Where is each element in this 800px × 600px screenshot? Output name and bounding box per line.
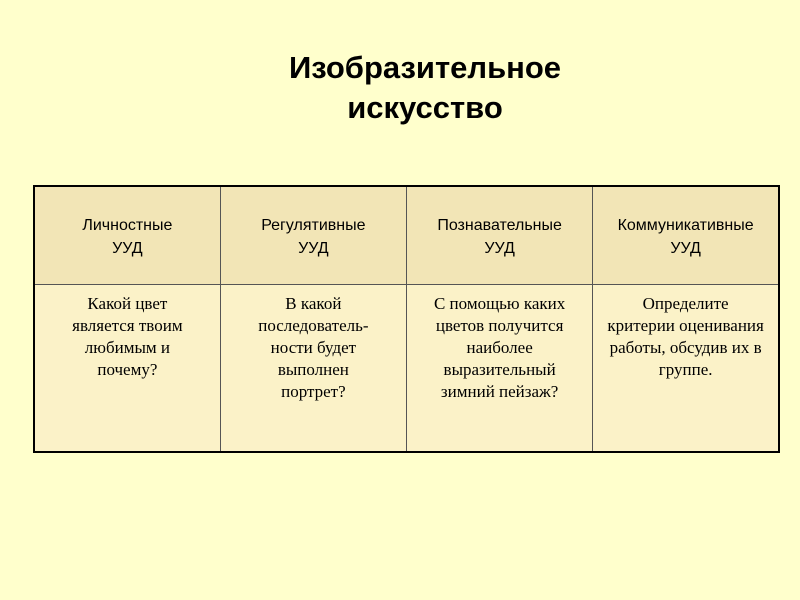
table-header-row (34, 186, 779, 284)
cell-line: выполнен (277, 359, 349, 379)
cell-line: критерии оценивания (607, 315, 764, 335)
header-label: Личностные (82, 217, 173, 234)
cell-line: портрет? (281, 381, 346, 401)
header-label: УУД (298, 240, 329, 257)
header-personal-uud (34, 186, 220, 284)
slide-title (0, 48, 800, 128)
cell-line: В какой (285, 293, 342, 313)
cell-line: работы, обсудив их в (609, 337, 762, 357)
cell-cognitive-question (407, 284, 593, 452)
uud-table (33, 185, 780, 453)
cell-line: любимым и (84, 337, 170, 357)
cell-line: С помощью каких (433, 293, 566, 313)
cell-line: наиболее (466, 337, 533, 357)
cell-regulatory-question (220, 284, 406, 452)
cell-line: является твоим (72, 315, 183, 335)
cell-line: выразительный (443, 359, 556, 379)
cell-communicative-task (593, 284, 779, 452)
cell-line: Какой цвет (87, 293, 168, 313)
cell-line: ности будет (270, 337, 357, 357)
header-label: Познавательные (437, 217, 562, 234)
header-label: УУД (112, 240, 143, 257)
cell-line: цветов получится (435, 315, 564, 335)
header-cognitive-uud (407, 186, 593, 284)
cell-line: Определите (642, 293, 729, 313)
cell-line: зимний пейзаж? (440, 381, 559, 401)
header-label: УУД (670, 240, 701, 257)
header-label: УУД (484, 240, 515, 257)
cell-line: группе. (658, 359, 713, 379)
header-label: Коммуникативные (617, 217, 754, 234)
slide-title-line-2: искусство (347, 90, 503, 125)
header-regulatory-uud (220, 186, 406, 284)
slide-title-line-1: Изобразительное (288, 50, 562, 85)
header-communicative-uud (593, 186, 779, 284)
cell-line: последователь- (258, 315, 369, 335)
table-row (34, 284, 779, 452)
header-label: Регулятивные (261, 217, 366, 234)
cell-personal-question (34, 284, 220, 452)
cell-line: почему? (97, 359, 158, 379)
